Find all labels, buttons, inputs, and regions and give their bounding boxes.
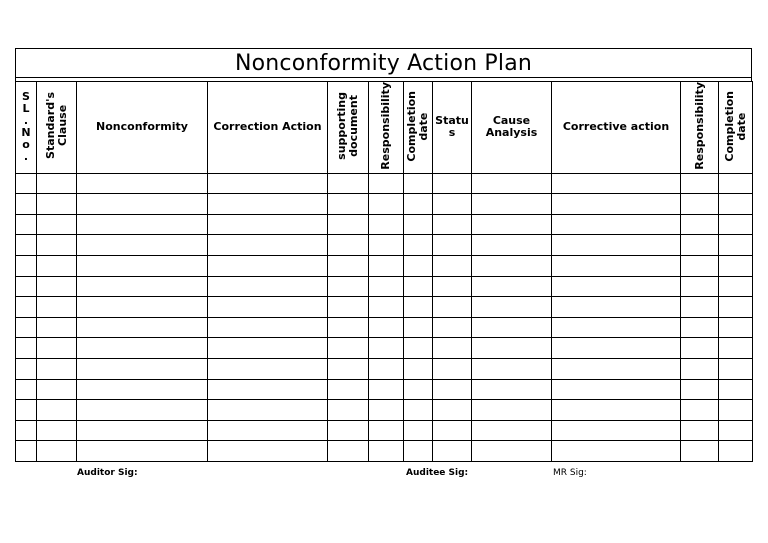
table-cell[interactable] <box>552 235 681 256</box>
table-cell[interactable] <box>77 256 208 277</box>
table-cell[interactable] <box>433 359 472 380</box>
header-status: Statu s <box>433 82 472 174</box>
table-cell[interactable] <box>208 379 328 400</box>
table-cell[interactable] <box>719 256 753 277</box>
table-cell[interactable] <box>208 194 328 215</box>
table-cell[interactable] <box>208 173 328 194</box>
table-cell[interactable] <box>472 256 552 277</box>
table-row <box>16 338 753 359</box>
header-row <box>16 82 753 174</box>
table-cell[interactable] <box>681 317 719 338</box>
table-row <box>16 173 753 194</box>
table-cell[interactable] <box>328 214 369 235</box>
table-cell[interactable] <box>552 276 681 297</box>
table-cell[interactable] <box>472 400 552 421</box>
table-cell[interactable] <box>404 214 433 235</box>
table-cell[interactable] <box>472 235 552 256</box>
header-corrective-action: Corrective action <box>552 82 681 174</box>
table-cell[interactable] <box>719 173 753 194</box>
table-cell[interactable] <box>552 420 681 441</box>
table-cell[interactable] <box>369 214 404 235</box>
table-cell[interactable] <box>433 400 472 421</box>
table-cell[interactable] <box>208 441 328 462</box>
table-cell[interactable] <box>404 420 433 441</box>
table-cell[interactable] <box>404 400 433 421</box>
table-cell[interactable] <box>472 317 552 338</box>
table-cell[interactable] <box>369 256 404 277</box>
table-cell[interactable] <box>37 235 77 256</box>
table-cell[interactable] <box>433 235 472 256</box>
table-cell[interactable] <box>552 379 681 400</box>
table-cell[interactable] <box>681 214 719 235</box>
table-cell[interactable] <box>681 256 719 277</box>
table-cell[interactable] <box>552 317 681 338</box>
table-cell[interactable] <box>472 338 552 359</box>
table-cell[interactable] <box>77 297 208 318</box>
mr-signature-label: MR Sig: <box>553 468 587 478</box>
table-cell[interactable] <box>37 317 77 338</box>
table-row <box>16 235 753 256</box>
table-cell[interactable] <box>404 276 433 297</box>
table-row <box>16 256 753 277</box>
table-cell[interactable] <box>16 297 37 318</box>
table-cell[interactable] <box>404 359 433 380</box>
table-cell[interactable] <box>328 400 369 421</box>
table-cell[interactable] <box>404 338 433 359</box>
table-cell[interactable] <box>16 379 37 400</box>
table-cell[interactable] <box>328 235 369 256</box>
table-cell[interactable] <box>369 297 404 318</box>
table-cell[interactable] <box>16 214 37 235</box>
table-cell[interactable] <box>681 420 719 441</box>
table-row <box>16 276 753 297</box>
table-cell[interactable] <box>552 400 681 421</box>
table-cell[interactable] <box>37 173 77 194</box>
table-cell[interactable] <box>433 379 472 400</box>
table-cell[interactable] <box>552 359 681 380</box>
table-cell[interactable] <box>552 441 681 462</box>
table-cell[interactable] <box>77 338 208 359</box>
table-cell[interactable] <box>208 235 328 256</box>
header-cause-analysis: Cause Analysis <box>472 82 552 174</box>
table-cell[interactable] <box>77 317 208 338</box>
table-cell[interactable] <box>37 338 77 359</box>
table-cell[interactable] <box>472 276 552 297</box>
table-cell[interactable] <box>719 359 753 380</box>
table-cell[interactable] <box>433 256 472 277</box>
table-cell[interactable] <box>472 441 552 462</box>
table-cell[interactable] <box>552 256 681 277</box>
table-cell[interactable] <box>16 194 37 215</box>
table-cell[interactable] <box>16 276 37 297</box>
table-cell[interactable] <box>552 173 681 194</box>
header-standards-clause: Standard's Clause <box>37 82 77 174</box>
table-cell[interactable] <box>719 400 753 421</box>
table-cell[interactable] <box>681 297 719 318</box>
table-row <box>16 379 753 400</box>
table-cell[interactable] <box>433 317 472 338</box>
table-cell[interactable] <box>472 379 552 400</box>
table-cell[interactable] <box>369 235 404 256</box>
table-cell[interactable] <box>16 338 37 359</box>
table-cell[interactable] <box>404 297 433 318</box>
header-completion-date-1: Completion date <box>404 82 433 174</box>
table-cell[interactable] <box>433 214 472 235</box>
table-cell[interactable] <box>472 359 552 380</box>
table-cell[interactable] <box>552 338 681 359</box>
table-cell[interactable] <box>37 359 77 380</box>
table-cell[interactable] <box>328 420 369 441</box>
table-cell[interactable] <box>328 338 369 359</box>
table-cell[interactable] <box>719 317 753 338</box>
table-cell[interactable] <box>404 441 433 462</box>
table-cell[interactable] <box>433 420 472 441</box>
table-cell[interactable] <box>433 276 472 297</box>
table-cell[interactable] <box>369 441 404 462</box>
table-cell[interactable] <box>208 214 328 235</box>
table-cell[interactable] <box>472 214 552 235</box>
table-cell[interactable] <box>681 359 719 380</box>
table-cell[interactable] <box>472 173 552 194</box>
table-cell[interactable] <box>404 173 433 194</box>
table-cell[interactable] <box>328 317 369 338</box>
table-cell[interactable] <box>369 420 404 441</box>
table-body <box>16 173 753 461</box>
table-cell[interactable] <box>433 173 472 194</box>
table-cell[interactable] <box>37 420 77 441</box>
table-cell[interactable] <box>208 317 328 338</box>
table-cell[interactable] <box>719 297 753 318</box>
table-cell[interactable] <box>77 359 208 380</box>
table-cell[interactable] <box>77 400 208 421</box>
table-cell[interactable] <box>208 359 328 380</box>
table-cell[interactable] <box>719 194 753 215</box>
table-cell[interactable] <box>208 400 328 421</box>
action-plan-table <box>15 81 753 462</box>
table-cell[interactable] <box>552 214 681 235</box>
table-cell[interactable] <box>404 256 433 277</box>
header-responsibility-2: Responsibility <box>681 82 719 174</box>
table-cell[interactable] <box>37 194 77 215</box>
table-cell[interactable] <box>681 235 719 256</box>
table-row <box>16 441 753 462</box>
table-cell[interactable] <box>37 379 77 400</box>
table-cell[interactable] <box>681 379 719 400</box>
table-cell[interactable] <box>369 400 404 421</box>
table-cell[interactable] <box>552 194 681 215</box>
table-cell[interactable] <box>16 235 37 256</box>
table-cell[interactable] <box>681 338 719 359</box>
table-cell[interactable] <box>208 276 328 297</box>
table-cell[interactable] <box>404 235 433 256</box>
table-cell[interactable] <box>552 297 681 318</box>
table-cell[interactable] <box>208 420 328 441</box>
table-cell[interactable] <box>77 173 208 194</box>
table-row <box>16 214 753 235</box>
table-cell[interactable] <box>37 297 77 318</box>
table-cell[interactable] <box>369 276 404 297</box>
table-cell[interactable] <box>328 276 369 297</box>
table-cell[interactable] <box>369 379 404 400</box>
table-row <box>16 194 753 215</box>
table-cell[interactable] <box>37 441 77 462</box>
header-nonconformity: Nonconformity <box>77 82 208 174</box>
table-cell[interactable] <box>681 173 719 194</box>
table-cell[interactable] <box>328 256 369 277</box>
table-cell[interactable] <box>77 379 208 400</box>
table-cell[interactable] <box>404 194 433 215</box>
table-cell[interactable] <box>433 297 472 318</box>
table-cell[interactable] <box>37 276 77 297</box>
table-cell[interactable] <box>369 194 404 215</box>
table-cell[interactable] <box>369 173 404 194</box>
table-cell[interactable] <box>77 235 208 256</box>
table-cell[interactable] <box>404 317 433 338</box>
action-plan-form <box>15 48 752 462</box>
table-cell[interactable] <box>433 194 472 215</box>
table-cell[interactable] <box>404 379 433 400</box>
table-cell[interactable] <box>328 194 369 215</box>
table-cell[interactable] <box>77 441 208 462</box>
table-cell[interactable] <box>328 359 369 380</box>
table-cell[interactable] <box>719 214 753 235</box>
table-cell[interactable] <box>719 379 753 400</box>
table-cell[interactable] <box>328 297 369 318</box>
table-cell[interactable] <box>369 338 404 359</box>
table-cell[interactable] <box>16 420 37 441</box>
table-cell[interactable] <box>369 359 404 380</box>
table-cell[interactable] <box>719 276 753 297</box>
form-title: Nonconformity Action Plan <box>15 48 752 78</box>
table-cell[interactable] <box>328 441 369 462</box>
table-cell[interactable] <box>208 297 328 318</box>
table-cell[interactable] <box>16 317 37 338</box>
header-correction-action: Correction Action <box>208 82 328 174</box>
table-cell[interactable] <box>77 276 208 297</box>
header-sl-no: S L . N o . <box>16 82 37 174</box>
table-cell[interactable] <box>433 441 472 462</box>
table-cell[interactable] <box>719 235 753 256</box>
table-cell[interactable] <box>16 173 37 194</box>
table-cell[interactable] <box>77 194 208 215</box>
table-cell[interactable] <box>369 317 404 338</box>
table-cell[interactable] <box>16 359 37 380</box>
table-cell[interactable] <box>328 379 369 400</box>
table-cell[interactable] <box>681 276 719 297</box>
table-cell[interactable] <box>472 297 552 318</box>
table-cell[interactable] <box>16 400 37 421</box>
table-cell[interactable] <box>681 194 719 215</box>
table-cell[interactable] <box>16 441 37 462</box>
header-responsibility-1: Responsibility <box>369 82 404 174</box>
table-row <box>16 420 753 441</box>
table-cell[interactable] <box>681 400 719 421</box>
table-cell[interactable] <box>472 194 552 215</box>
table-cell[interactable] <box>433 338 472 359</box>
table-row <box>16 297 753 318</box>
table-cell[interactable] <box>77 420 208 441</box>
table-row <box>16 400 753 421</box>
table-cell[interactable] <box>472 420 552 441</box>
table-cell[interactable] <box>328 173 369 194</box>
auditee-signature-label: Auditee Sig: <box>406 468 469 478</box>
table-cell[interactable] <box>719 338 753 359</box>
table-cell[interactable] <box>681 441 719 462</box>
header-completion-date-2: Completion date <box>719 82 753 174</box>
header-supporting-document: supporting document <box>328 82 369 174</box>
table-cell[interactable] <box>208 338 328 359</box>
table-cell[interactable] <box>719 441 753 462</box>
table-cell[interactable] <box>719 420 753 441</box>
table-cell[interactable] <box>208 256 328 277</box>
table-cell[interactable] <box>16 256 37 277</box>
table-row <box>16 317 753 338</box>
table-row <box>16 359 753 380</box>
table-cell[interactable] <box>37 400 77 421</box>
table-cell[interactable] <box>77 214 208 235</box>
table-cell[interactable] <box>37 214 77 235</box>
table-cell[interactable] <box>37 256 77 277</box>
auditor-signature-label: Auditor Sig: <box>77 468 138 478</box>
